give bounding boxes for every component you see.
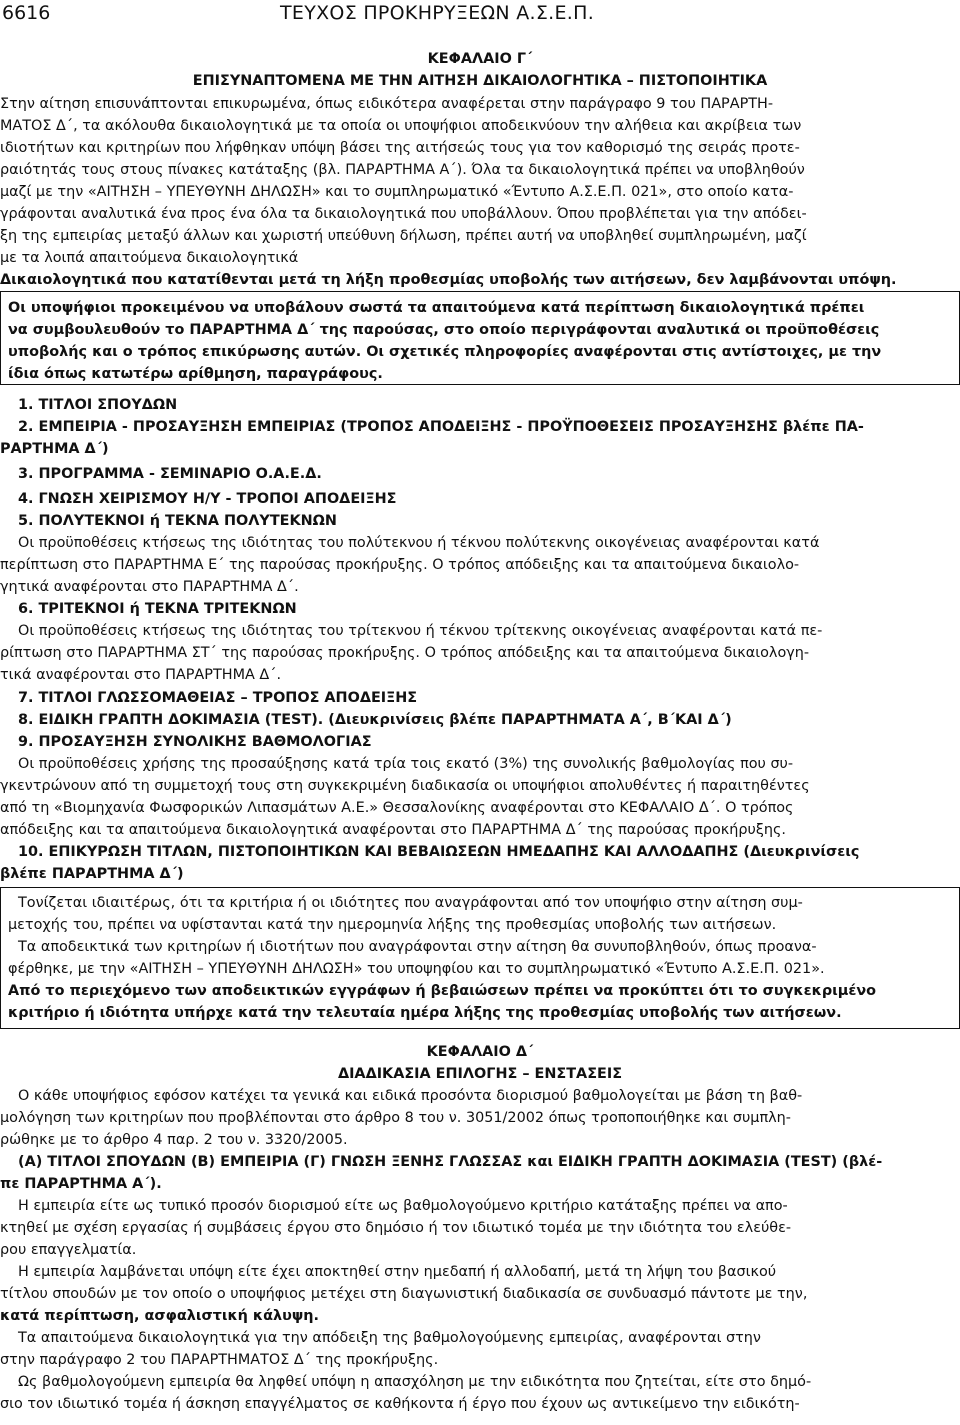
notice-box-1-line: υποβολής και ο τρόπος επικύρωσης αυτών. Οι σχετικές πληροφορίες αναφέρονται στις αντίστοιχες, με την [8,344,882,360]
late-documents-notice: Δικαιολογητικά που κατατίθενται μετά τη λήξη προθεσμίας υποβολής των αιτήσεων, δεν λαμβάνονται υπόψη. [0,272,897,288]
chapter-d-p5-line: Τα απαιτούμενα δικαιολογητικά για την απόδειξη της βαθμολογούμενης εμπειρίας, αναφέρονται στην [18,1330,761,1346]
chapter-d-p3-line: κτηθεί με σχέση εργασίας ή συμβάσεις έργου στο δημόσιο ή τον ιδιωτικό τομέα με την ιδιότητα του ελεύθε- [0,1220,792,1236]
notice-box-2-line: φέρθηκε, με την «ΑΙΤΗΣΗ – ΥΠΕΥΘΥΝΗ ΔΗΛΩΣΗ» του υποψηφίου και το συμπληρωματικό «Έντυπο Α.Σ.Ε.Π. 021». [8,961,825,977]
chapter-c-p1-line: ιδιοτήτων και κριτηρίων που λήφθηκαν υπόψη βάσει της αιτήσεώς τους για τον καθορισμό της σειράς προτε- [0,140,800,156]
chapter-d-p1-line: ρώθηκε με το άρθρο 4 παρ. 2 του ν. 3320/2005. [0,1132,348,1148]
chapter-d-p1-line: Ο κάθε υποψήφιος εφόσον κατέχει τα γενικά και ειδικά προσόντα διορισμού βαθμολογείται με βάση τη βαθ- [18,1088,803,1104]
chapter-d-p6-line: σιο τον ιδιωτικό τομέα ή άσκηση επαγγέλματος σε καθήκοντα ή έργο που έχουν ως αντικείμενο την ειδικότη- [0,1396,800,1412]
item-9: 9. ΠΡΟΣΑΥΞΗΣΗ ΣΥΝΟΛΙΚΗΣ ΒΑΘΜΟΛΟΓΙΑΣ [18,734,372,750]
chapter-d-subtitle: ΔΙΑΔΙΚΑΣΙΑ ΕΠΙΛΟΓΗΣ – ΕΝΣΤΑΣΕΙΣ [337,1066,623,1082]
item-2-cont: ΡΑΡΤΗΜΑ Δ΄) [0,441,109,457]
item-9-text: Οι προϋποθέσεις χρήσης της προσαύξησης κατά τρία τοις εκατό (3%) της συνολικής βαθμολογίας που συ- [18,756,794,772]
page-header [2,2,958,26]
chapter-d-p4-line: τίτλου σπουδών με τον οποίο ο υποψήφιος μετέχει στη διαγωνιστική διαδικασία σε συνδυασμό πάντοτε με την, [0,1286,808,1302]
journal-title: ΤΕΥΧΟΣ ΠΡΟΚΗΡΥΞΕΩΝ Α.Σ.Ε.Π. [280,2,595,24]
chapter-c-p1-line: γράφονται αναλυτικά ένα προς ένα όλα τα δικαιολογητικά που υποβάλλουν. Όπου προβλέπεται για την απόδει- [0,206,807,222]
item-5-text: γητικά αναφέρονται στο ΠΑΡΑΡΤΗΜΑ Δ΄. [0,579,299,595]
item-5-text: περίπτωση στο ΠΑΡΑΡΤΗΜΑ Ε΄ της παρούσας προκήρυξης. Ο τρόπος απόδειξης και τα απαιτούμενα δικαιολο- [0,557,800,573]
notice-box-2-line: μετοχής του, πρέπει να υφίστανται κατά την ημερομηνία λήξης της προθεσμίας υποβολής των αιτήσεων. [8,917,777,933]
item-9-text: απόδειξης και τα απαιτούμενα δικαιολογητικά αναφέρονται στο ΠΑΡΑΡΤΗΜΑ Δ΄ της παρούσας προκήρυξης. [0,822,787,838]
item-9-text: από τη «Βιομηχανία Φωσφορικών Λιπασμάτων Α.Ε.» Θεσσαλονίκης αναφέρονται στο ΚΕΦΑΛΑΙΟ Δ΄. Ο τρόπος [0,800,794,816]
item-6-text: ρίπτωση στο ΠΑΡΑΡΤΗΜΑ ΣΤ΄ της παρούσας προκήρυξης. Ο τρόπος απόδειξης και τα απαιτούμενα δικαιολογη- [0,645,810,661]
item-3: 3. ΠΡΟΓΡΑΜΜΑ - ΣΕΜΙΝΑΡΙΟ Ο.Α.Ε.Δ. [18,466,322,482]
chapter-d-title: ΚΕΦΑΛΑΙΟ Δ΄ [426,1044,534,1060]
chapter-d-p4-line: Η εμπειρία λαμβάνεται υπόψη είτε έχει αποκτηθεί στην ημεδαπή ή αλλοδαπή, μετά τη λήψη του βασικού [18,1264,777,1280]
chapter-c-subtitle: ΕΠΙΣΥΝΑΠΤΟΜΕΝΑ ΜΕ ΤΗΝ ΑΙΤΗΣΗ ΔΙΚΑΙΟΛΟΓΗΤΙΚΑ – ΠΙΣΤΟΠΟΙΗΤΙΚΑ [192,73,768,89]
item-6-text: Οι προϋποθέσεις κτήσεως της ιδιότητας του τρίτεκνου ή τέκνου τρίτεκνης οικογένειας αναφέρονται κατά πε- [18,623,823,639]
chapter-c-p1-line: ΜΑΤΟΣ Δ΄, τα ακόλουθα δικαιολογητικά με τα οποία οι υποψήφιοι αποδεικνύουν την αλήθεια και ακρίβεια των [0,118,802,134]
item-6: 6. ΤΡΙΤΕΚΝΟΙ ή ΤΕΚΝΑ ΤΡΙΤΕΚΝΩΝ [18,601,297,617]
chapter-c-p1-line: μαζί με την «ΑΙΤΗΣΗ – ΥΠΕΥΘΥΝΗ ΔΗΛΩΣΗ» και το συμπληρωματικό «Έντυπο Α.Σ.Ε.Π. 021», στο οποίο κατα- [0,184,794,200]
item-5: 5. ΠΟΛΥΤΕΚΝΟΙ ή ΤΕΚΝΑ ΠΟΛΥΤΕΚΝΩΝ [18,513,337,529]
item-6-text: τικά αναφέρονται στο ΠΑΡΑΡΤΗΜΑ Δ΄. [0,667,282,683]
notice-box-1-line: Οι υποψήφιοι προκειμένου να υποβάλουν σωστά τα απαιτούμενα κατά περίπτωση δικαιολογητικά πρέπει [8,300,865,316]
chapter-d-p6-line: Ως βαθμολογούμενη εμπειρία θα ληφθεί υπόψη η απασχόληση με την ειδικότητα που ζητείται, είτε στο δημό- [18,1374,812,1390]
notice-box-1-line: ίδια όπως κατωτέρω αρίθμηση, παραγράφους. [8,366,383,382]
chapter-d-p3-line: Η εμπειρία είτε ως τυπικό προσόν διορισμού είτε ως βαθμολογούμενο κριτήριο κατάταξης πρέπει να απο- [18,1198,788,1214]
item-2: 2. ΕΜΠΕΙΡΙΑ - ΠΡΟΣΑΥΞΗΣΗ ΕΜΠΕΙΡΙΑΣ (ΤΡΟΠΟΣ ΑΠΟΔΕΙΞΗΣ - ΠΡΟΫΠΟΘΕΣΕΙΣ ΠΡΟΣΑΥΞΗΣΗΣ βλέπε ΠΑ- [18,419,864,435]
chapter-d-p2-line: πε ΠΑΡΑΡΤΗΜΑ Α΄). [0,1176,162,1192]
notice-box-2-line: κριτήριο ή ιδιότητα υπήρχε κατά την τελευταία ημέρα λήξης της προθεσμίας υποβολής των αιτήσεων. [8,1005,842,1021]
chapter-c-title: ΚΕΦΑΛΑΙΟ Γ΄ [427,51,533,67]
item-4: 4. ΓΝΩΣΗ ΧΕΙΡΙΣΜΟΥ Η/Υ - ΤΡΟΠΟΙ ΑΠΟΔΕΙΞΗΣ [18,491,397,507]
chapter-d-p2-line: (Α) ΤΙΤΛΟΙ ΣΠΟΥΔΩΝ (Β) ΕΜΠΕΙΡΙΑ (Γ) ΓΝΩΣΗ ΞΕΝΗΣ ΓΛΩΣΣΑΣ και ΕΙΔΙΚΗ ΓΡΑΠΤΗ ΔΟΚΙΜΑΣΙΑ (TEST) (βλέ- [18,1154,883,1170]
notice-box-1-line: να συμβουλευθούν το ΠΑΡΑΡΤΗΜΑ Δ΄ της παρούσας, στο οποίο περιγράφονται αναλυτικά οι προϋποθέσεις [8,322,880,338]
item-10: 10. ΕΠΙΚΥΡΩΣΗ ΤΙΤΛΩΝ, ΠΙΣΤΟΠΟΙΗΤΙΚΩΝ ΚΑΙ ΒΕΒΑΙΩΣΕΩΝ ΗΜΕΔΑΠΗΣ ΚΑΙ ΑΛΛΟΔΑΠΗΣ (Διευκρινίσεις [18,844,860,860]
item-9-text: γκεντρώνουν από τη συμμετοχή τους στη συγκεκριμένη διαδικασία οι υποψήφιοι απολυθέντες ή παραιτηθέντες [0,778,810,794]
chapter-c-p1-line: ξη της εμπειρίας μεταξύ άλλων και χωριστή υπεύθυνη δήλωση, πρέπει αυτή να υποβληθεί συμπληρωμένη, μαζί [0,228,807,244]
item-10-cont: βλέπε ΠΑΡΑΡΤΗΜΑ Δ΄) [0,866,184,882]
item-1: 1. ΤΙΤΛΟΙ ΣΠΟΥΔΩΝ [18,397,178,413]
chapter-c-p1-line: Στην αίτηση επισυνάπτονται επικυρωμένα, όπως ειδικότερα αναφέρεται στην παράγραφο 9 του ΠΑΡΑΡΤΗ- [0,96,774,112]
item-5-text: Οι προϋποθέσεις κτήσεως της ιδιότητας του πολύτεκνου ή τέκνου πολύτεκνης οικογένειας αναφέρονται κατά [18,535,820,551]
item-7: 7. ΤΙΤΛΟΙ ΓΛΩΣΣΟΜΑΘΕΙΑΣ – ΤΡΟΠΟΣ ΑΠΟΔΕΙΞΗΣ [18,690,418,706]
chapter-d-p5-line: στην παράγραφο 2 του ΠΑΡΑΡΤΗΜΑΤΟΣ Δ΄ της προκήρυξης. [0,1352,439,1368]
notice-box-2-line: Τα αποδεικτικά των κριτηρίων ή ιδιοτήτων που αναγράφονται στην αίτηση θα συνυποβληθούν, όπως προανα- [18,939,817,955]
notice-box-2-line: Τονίζεται ιδιαιτέρως, ότι τα κριτήρια ή οι ιδιότητες που αναγράφονται από τον υποψήφιο στην αίτηση συμ- [18,895,803,911]
page-number: 6616 [2,2,51,24]
chapter-d-p1-line: μολόγηση των κριτηρίων που προβλέπονται στο άρθρο 8 του ν. 3051/2002 όπως τροποποιήθηκε και συμπλη- [0,1110,791,1126]
notice-box-2-line: Από το περιεχόμενο των αποδεικτικών εγγράφων ή βεβαιώσεων πρέπει να προκύπτει ότι το συγκεκριμένο [8,983,877,999]
chapter-d-p4-line: κατά περίπτωση, ασφαλιστική κάλυψη. [0,1308,319,1324]
item-8: 8. ΕΙΔΙΚΗ ΓΡΑΠΤΗ ΔΟΚΙΜΑΣΙΑ (TEST). (Διευκρινίσεις βλέπε ΠΑΡΑΡΤΗΜΑΤΑ Α΄, Β΄ΚΑΙ Δ΄) [18,712,732,728]
chapter-d-p3-line: ρου επαγγελματία. [0,1242,137,1258]
chapter-c-p1-line: ραιότητάς τους στους πίνακες κατάταξης (βλ. ΠΑΡΑΡΤΗΜΑ Α΄). Όλα τα δικαιολογητικά πρέπει να υποβληθούν [0,162,805,178]
chapter-c-p1-line: με τα λοιπά απαιτούμενα δικαιολογητικά [0,250,299,266]
